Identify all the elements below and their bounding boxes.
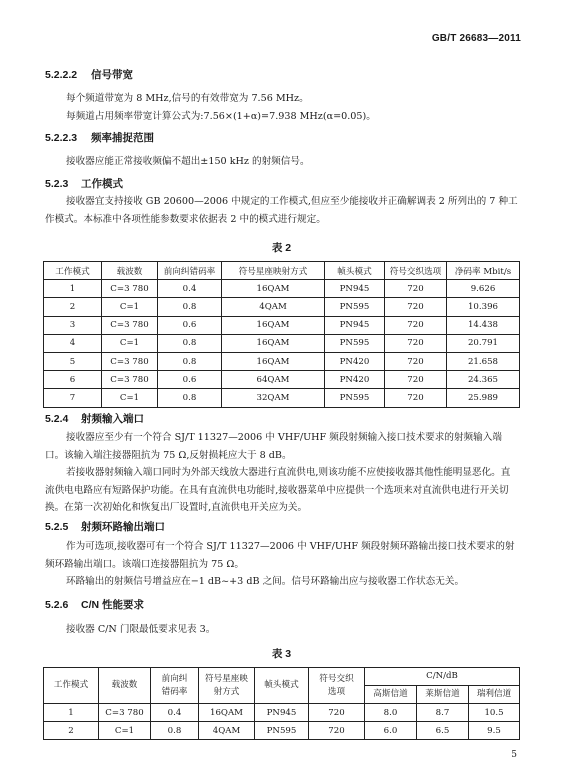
section-number: 5.2.2.2: [45, 69, 78, 81]
table-cell: C=1: [99, 722, 151, 740]
table-header-row: [44, 668, 520, 686]
section-heading-5223: [45, 130, 154, 145]
table-cell: PN945: [325, 316, 385, 334]
section-number: 5.2.4: [45, 413, 69, 425]
table-cell: 0.8: [158, 298, 222, 316]
table-cell: PN595: [255, 722, 309, 740]
table-cell: 720: [385, 352, 447, 370]
table-cell: 9.626: [447, 280, 520, 298]
table-cell: 1: [44, 280, 102, 298]
table-cell: 5: [44, 352, 102, 370]
table-header-cell: 符号星座映射方式: [222, 262, 325, 280]
cn-group-header: C/N/dB: [365, 668, 520, 686]
table-cell: 720: [385, 316, 447, 334]
section-title: 工作模式: [81, 178, 123, 190]
table-cell: C=1: [102, 334, 158, 352]
table-header-cell: 符号交织选项: [385, 262, 447, 280]
table-cell: 10.396: [447, 298, 520, 316]
table-header-cell: 工作模式: [44, 668, 99, 704]
section-heading-5222: [45, 67, 133, 82]
table-cell: PN595: [325, 389, 385, 407]
body-line: 每个频道带宽为 8 MHz,信号的有效带宽为 7.56 MHz。: [66, 93, 309, 104]
table-cell: 6: [44, 371, 102, 389]
table-row: [44, 334, 520, 352]
table-cell: 9.5: [469, 722, 520, 740]
table-cell: 64QAM: [222, 371, 325, 389]
section-heading-526: [45, 597, 144, 612]
table-cell: 16QAM: [222, 334, 325, 352]
table-cell: 16QAM: [222, 352, 325, 370]
table-cell: 720: [385, 280, 447, 298]
table-cell: 0.4: [158, 280, 222, 298]
table-header-cell: 载波数: [99, 668, 151, 704]
table-row: [44, 389, 520, 407]
table-cell: 32QAM: [222, 389, 325, 407]
table-header-cell: 工作模式: [44, 262, 102, 280]
table-cell: C=3 780: [102, 371, 158, 389]
table-cell: PN595: [325, 298, 385, 316]
table-cell: 16QAM: [222, 316, 325, 334]
table-cell: PN420: [325, 371, 385, 389]
table-cell: 0.6: [158, 371, 222, 389]
table-cell: 2: [44, 298, 102, 316]
table-row: [44, 704, 520, 722]
body-paragraph: 接收器应至少有一个符合 SJ/T 11327—2006 中 VHF/UHF 频段射频输入接口技术要求的射频输入端口。该输入端注接器阻抗为 75 Ω,反射损耗应大于 8 dB。: [45, 432, 502, 461]
section-title: 射频环路输出端口: [81, 521, 165, 533]
table-cell: 20.791: [447, 334, 520, 352]
table-2-caption: 表 2: [271, 242, 292, 254]
table-header-cell: 前向纠错码率: [158, 262, 222, 280]
table-cell: 4QAM: [199, 722, 255, 740]
table-header-cell: 净码率 Mbit/s: [447, 262, 520, 280]
table-cell: 4QAM: [222, 298, 325, 316]
table-cell: 24.365: [447, 371, 520, 389]
table-cell: PN945: [255, 704, 309, 722]
table-cell: 0.4: [151, 704, 199, 722]
section-heading-523: [45, 176, 123, 191]
table-header-row: [44, 262, 520, 280]
section-number: 5.2.2.3: [45, 132, 78, 144]
table-row: [44, 352, 520, 370]
table-cell: 0.8: [158, 389, 222, 407]
table-cell: 0.8: [158, 334, 222, 352]
table-cell: 0.8: [158, 352, 222, 370]
table-cell: C=3 780: [99, 704, 151, 722]
table-row: [44, 280, 520, 298]
body-line: 接收器 C/N 门限最低要求见表 3。: [66, 624, 216, 635]
table-header-cell: 载波数: [102, 262, 158, 280]
table-cell: 720: [385, 298, 447, 316]
table-cell: PN945: [325, 280, 385, 298]
table-cell: 21.658: [447, 352, 520, 370]
section-title: 信号带宽: [91, 69, 133, 81]
table-cell: 8.0: [365, 704, 417, 722]
section-title: 射频输入端口: [81, 413, 144, 425]
table-cell: 3: [44, 316, 102, 334]
body-line: 接收器应能正常接收频偏不超出±150 kHz 的射频信号。: [66, 156, 310, 167]
table-cell: PN420: [325, 352, 385, 370]
section-heading-524: [45, 411, 144, 426]
table-cell: 14.438: [447, 316, 520, 334]
table-row: [44, 371, 520, 389]
table-cell: 6.0: [365, 722, 417, 740]
table-header-cell: 符号交织选项: [309, 668, 365, 704]
table-cell: 720: [309, 704, 365, 722]
table-cell: C=3 780: [102, 280, 158, 298]
table-header-cell: 帧头模式: [325, 262, 385, 280]
table-cell: 16QAM: [199, 704, 255, 722]
body-paragraph: 作为可选项,接收器可有一个符合 SJ/T 11327—2006 中 VHF/UHF 频段射频环路输出接口技术要求的射频环路输出端口。该端口连接器阻抗为 75 Ω。: [45, 541, 515, 570]
section-heading-525: [45, 519, 165, 534]
table-cell: 720: [385, 334, 447, 352]
table-header-cell: 帧头模式: [255, 668, 309, 704]
table-cell: 4: [44, 334, 102, 352]
table-cell: 0.8: [151, 722, 199, 740]
table-header-cell: 瑞利信道: [469, 686, 520, 704]
table-cell: 10.5: [469, 704, 520, 722]
page-number: 5: [511, 750, 517, 760]
table-cell: 720: [385, 371, 447, 389]
body-paragraph: 环路输出的射频信号增益应在−1 dB~+3 dB 之间。信号环路输出应与接收器工作状态无关。: [66, 576, 465, 587]
table-cell: 720: [385, 389, 447, 407]
body-paragraph: 若接收器射频输入端口同时为外部天线放大器进行直流供电,则该功能不应使接收器其他性能明显恶化。直流供电电路应有短路保护功能。在具有直流供电功能时,接收器菜单中应提供一个选项来对直流供电进行开关切换。在第一次初始化和恢复出厂设置时,直流供电开关应为关。: [45, 467, 511, 513]
table-cell: C=3 780: [102, 316, 158, 334]
table-cell: 1: [44, 704, 99, 722]
table-header-cell: 符号星座映射方式: [199, 668, 255, 704]
table-cell: 0.6: [158, 316, 222, 334]
table-3-caption: 表 3: [271, 648, 292, 660]
section-title: C/N 性能要求: [81, 599, 144, 611]
table-2: [43, 261, 520, 408]
standard-code: GB/T 26683—2011: [431, 33, 521, 44]
table-cell: 720: [309, 722, 365, 740]
table-row: [44, 298, 520, 316]
table-header-cell: 前向纠错码率: [151, 668, 199, 704]
section-number: 5.2.6: [45, 599, 69, 611]
table-cell: 7: [44, 389, 102, 407]
table-cell: PN595: [325, 334, 385, 352]
table-row: [44, 722, 520, 740]
table-cell: 2: [44, 722, 99, 740]
table-header-cell: 莱斯信道: [417, 686, 469, 704]
table-3: [43, 667, 520, 740]
body-paragraph: 接收器宜支持接收 GB 20600—2006 中规定的工作模式,但应至少能接收并正确解调表 2 所列出的 7 种工作模式。本标准中各项性能参数要求依据表 2 中的模式进行规定。: [45, 196, 518, 225]
table-cell: C=1: [102, 389, 158, 407]
table-cell: C=1: [102, 298, 158, 316]
section-number: 5.2.5: [45, 521, 69, 533]
table-cell: 16QAM: [222, 280, 325, 298]
section-title: 频率捕捉范围: [91, 132, 154, 144]
body-line: 每频道占用频率带宽计算公式为:7.56×(1+α)=7.938 MHz(α=0.05)。: [66, 111, 376, 122]
table-cell: C=3 780: [102, 352, 158, 370]
section-number: 5.2.3: [45, 178, 69, 190]
table-cell: 6.5: [417, 722, 469, 740]
table-cell: 8.7: [417, 704, 469, 722]
table-cell: 25.989: [447, 389, 520, 407]
table-header-cell: 高斯信道: [365, 686, 417, 704]
table-row: [44, 316, 520, 334]
